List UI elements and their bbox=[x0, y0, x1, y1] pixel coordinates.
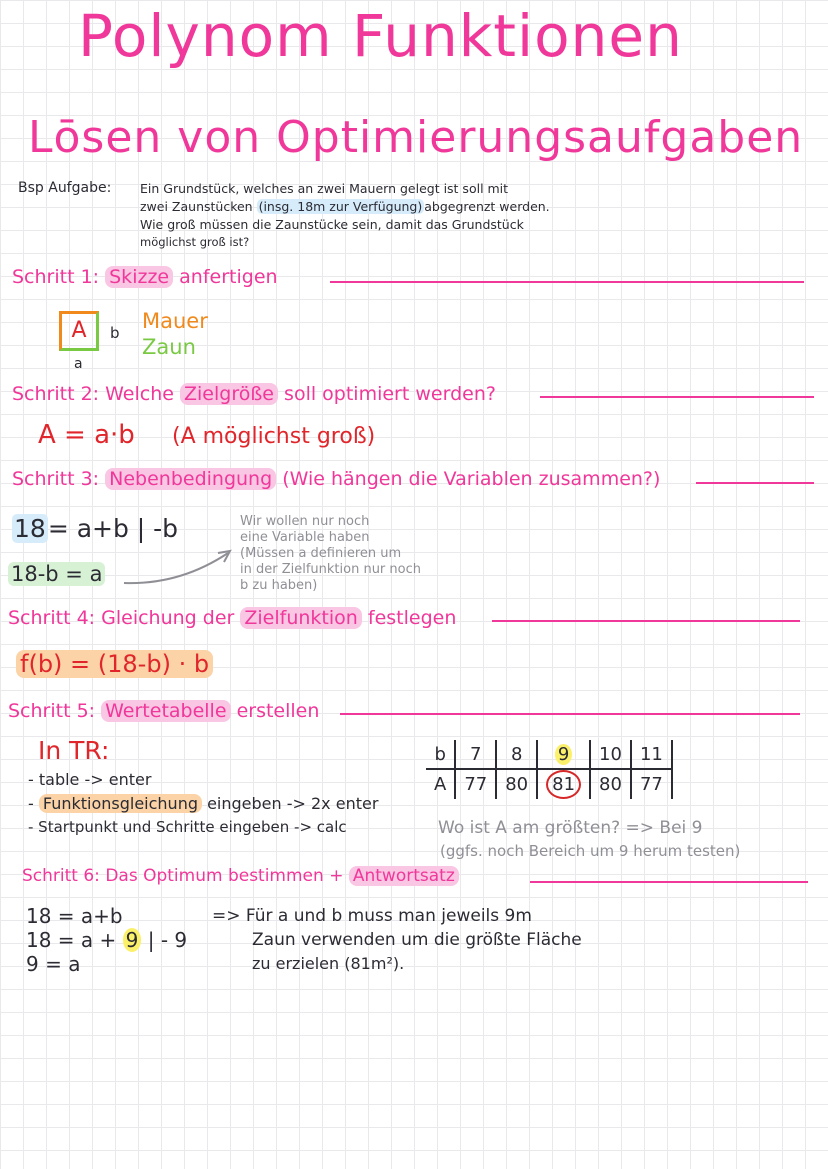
step6-calc-2 bbox=[26, 928, 187, 952]
page-subtitle: Lōsen von Optimierungsaufgaben bbox=[28, 112, 804, 163]
page-title: Polynom Funktionen bbox=[78, 2, 683, 70]
step2-label: Schritt 2: bbox=[12, 383, 100, 405]
task-line-2-highlight: (insg. 18m zur Verfügung) bbox=[258, 199, 423, 214]
table-cell-highlight bbox=[537, 740, 590, 769]
step3-highlight: Nebenbedingung bbox=[105, 468, 276, 490]
step6-calc-2-highlight: 9 bbox=[123, 928, 142, 952]
table-cell-max bbox=[537, 769, 590, 799]
step5-heading bbox=[8, 700, 319, 722]
step5-rest: erstellen bbox=[236, 700, 320, 722]
step2-note: (A möglichst groß) bbox=[172, 424, 376, 449]
step5-question-2: (ggfs. noch Bereich um 9 herum testen) bbox=[440, 842, 741, 860]
step4-divider bbox=[492, 620, 800, 622]
table-cell: 10 bbox=[590, 740, 631, 769]
step6-highlight: Antwortsatz bbox=[349, 866, 459, 886]
step5-label: Schritt 5: bbox=[8, 700, 96, 722]
table-cell: 80 bbox=[496, 769, 537, 799]
step2-pre: Welche bbox=[105, 383, 174, 405]
step1-rest: anfertigen bbox=[179, 266, 278, 288]
table-cell: b bbox=[426, 740, 455, 769]
step5-item-3: - Startpunkt und Schritte eingeben -> calc bbox=[28, 818, 347, 836]
table-cell: 8 bbox=[496, 740, 537, 769]
step5-item-1: - table -> enter bbox=[28, 770, 152, 789]
step3-note-3: (Müssen a definieren um bbox=[240, 546, 402, 561]
step1-label: Schritt 1: bbox=[12, 266, 100, 288]
step5-item-2-highlight: Funktionsgleichung bbox=[39, 794, 202, 813]
step6-label: Schritt 6: bbox=[22, 866, 100, 886]
task-line-2 bbox=[140, 199, 550, 214]
step3-equation-2 bbox=[8, 562, 105, 586]
step6-answer-1: => Für a und b muss man jeweils 9m bbox=[212, 906, 532, 926]
step6-answer-3: zu erzielen (81m²). bbox=[252, 954, 405, 973]
step5-divider bbox=[340, 713, 800, 715]
task-line-2-a: zwei Zaunstücken bbox=[140, 199, 257, 214]
step1-heading bbox=[12, 266, 278, 288]
task-line-2-b: abgegrenzt werden. bbox=[424, 199, 550, 214]
table-cell: 80 bbox=[590, 769, 631, 799]
table-cell: 77 bbox=[455, 769, 496, 799]
step3-note-1: Wir wollen nur noch bbox=[240, 514, 370, 529]
step4-heading bbox=[8, 607, 456, 629]
step3-note-5: b zu haben) bbox=[240, 578, 318, 593]
legend-mauer: Mauer bbox=[142, 309, 208, 333]
value-table bbox=[426, 740, 673, 799]
step3-equation-1 bbox=[12, 514, 178, 543]
step4-rest: festlegen bbox=[367, 607, 457, 629]
legend-zaun: Zaun bbox=[142, 335, 196, 359]
step3-note-4: in der Zielfunktion nur noch bbox=[240, 562, 421, 577]
step2-highlight: Zielgröße bbox=[180, 383, 278, 405]
step4-formula bbox=[16, 650, 213, 678]
step4-label: Schritt 4: bbox=[8, 607, 96, 629]
sketch-label-a: a bbox=[74, 356, 83, 372]
step2-formula: A = a·b bbox=[38, 420, 135, 450]
value-table-grid bbox=[426, 740, 673, 799]
step3-eq2: 18-b = a bbox=[8, 562, 105, 586]
sketch-label-b: b bbox=[110, 324, 120, 342]
step1-highlight: Skizze bbox=[105, 266, 173, 288]
sketch-rectangle: A bbox=[59, 311, 99, 351]
step2-heading bbox=[12, 383, 496, 405]
step6-calc-2-pre: 18 = a + bbox=[26, 928, 123, 952]
step4-highlight: Zielfunktion bbox=[240, 607, 361, 629]
step3-note-2: eine Variable haben bbox=[240, 530, 370, 545]
step1-divider bbox=[330, 281, 804, 283]
step2-rest: soll optimiert werden? bbox=[284, 383, 496, 405]
step3-heading bbox=[12, 468, 660, 490]
step5-item-2 bbox=[28, 794, 378, 813]
step5-item-2-rest: eingeben -> 2x enter bbox=[201, 794, 379, 813]
step6-divider bbox=[530, 881, 808, 883]
step5-item-2-pre: - bbox=[28, 794, 39, 813]
step6-calc-1: 18 = a+b bbox=[26, 904, 123, 928]
step6-answer-2: Zaun verwenden um die größte Fläche bbox=[252, 930, 582, 950]
step5-highlight: Wertetabelle bbox=[101, 700, 230, 722]
task-line-4: möglichst groß ist? bbox=[140, 235, 250, 249]
table-cell: 77 bbox=[631, 769, 672, 799]
step2-divider bbox=[540, 396, 814, 398]
step6-pre: Das Optimum bestimmen + bbox=[105, 866, 344, 886]
table-cell-81: 81 bbox=[546, 770, 581, 799]
step4-pre: Gleichung der bbox=[101, 607, 235, 629]
step3-divider bbox=[696, 482, 814, 484]
step3-label: Schritt 3: bbox=[12, 468, 100, 490]
step3-rest: (Wie hängen die Variablen zusammen?) bbox=[282, 468, 661, 490]
table-cell: 11 bbox=[631, 740, 672, 769]
step5-intr: In TR: bbox=[38, 736, 110, 765]
task-label: Bsp Aufgabe: bbox=[18, 180, 112, 196]
table-cell: 7 bbox=[455, 740, 496, 769]
task-line-1: Ein Grundstück, welches an zwei Mauern gelegt ist soll mit bbox=[140, 181, 509, 196]
table-cell-9: 9 bbox=[555, 744, 572, 765]
step6-calc-2-post: | - 9 bbox=[141, 928, 188, 952]
table-row-b bbox=[426, 740, 672, 769]
step6-calc-3: 9 = a bbox=[26, 952, 81, 976]
arrow-icon bbox=[120, 545, 235, 590]
step3-eq1-rest: = a+b | -b bbox=[47, 514, 179, 543]
step6-heading bbox=[22, 866, 459, 886]
step3-eq-num: 18 bbox=[14, 514, 46, 543]
step4-formula-text: f(b) = (18-b) · b bbox=[16, 650, 213, 678]
task-line-3: Wie groß müssen die Zaunstücke sein, damit das Grundstück bbox=[140, 217, 524, 232]
step5-question: Wo ist A am größten? => Bei 9 bbox=[438, 818, 703, 838]
table-row-a bbox=[426, 769, 672, 799]
table-cell: A bbox=[426, 769, 455, 799]
